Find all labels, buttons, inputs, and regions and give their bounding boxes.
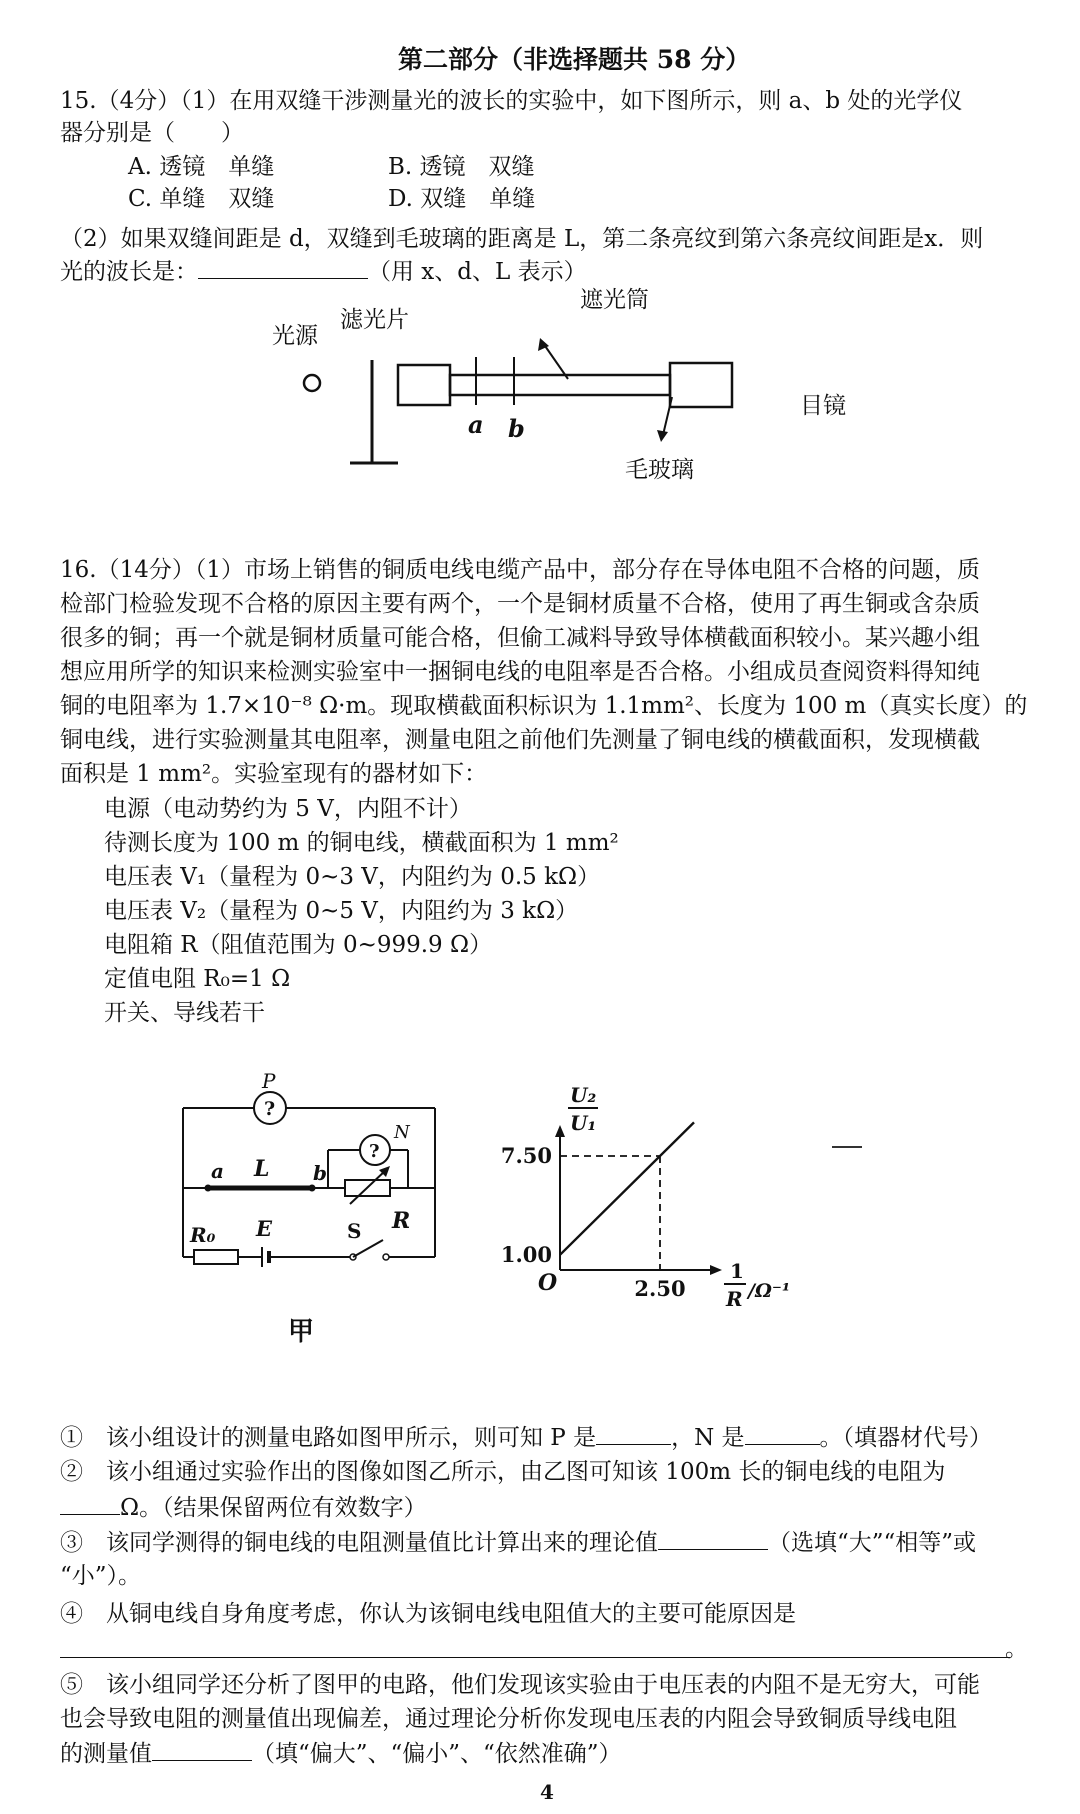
q16-sub4: ④ 从铜电线自身角度考虑，你认为该铜电线电阻值大的主要可能原因是: [60, 1601, 796, 1627]
q16-para-line: 铜的电阻率为 1.7×10⁻⁸ Ω·m。现取横截面积标识为 1.1mm²、长度为 100 m（真实长度）的: [60, 693, 1028, 719]
label-r: R: [392, 1208, 411, 1234]
q15-answer-blank[interactable]: [198, 254, 368, 279]
q15-line1: 15.（4分）（1）在用双缝干涉测量光的波长的实验中，如下图所示，则 a、b 处的光学仪: [60, 88, 963, 114]
node-a: [205, 1185, 212, 1192]
option-letter: B.: [388, 154, 413, 180]
equipment-item: 电阻箱 R（阻值范围为 0~999.9 Ω）: [104, 932, 493, 958]
eyepiece-box: [670, 363, 732, 407]
q16-sub5-line1: ⑤ 该小组同学还分析了图甲的电路，他们发现该实验由于电压表的内阻不是无穷大，可能: [60, 1672, 980, 1698]
light-source-icon: [304, 375, 320, 391]
answer-blank-resistance[interactable]: [60, 1490, 120, 1515]
q16-para-line: 检部门检验发现不合格的原因主要有两个，一个是铜材质量不合格，使用了再生铜或含杂质: [60, 591, 980, 617]
equipment-item: 待测长度为 100 m 的铜电线，横截面积为 1 mm²: [104, 830, 619, 856]
label-n: N: [394, 1122, 410, 1143]
y-label-denominator: U₁: [570, 1111, 597, 1135]
x-axis-arrow-icon: [710, 1265, 722, 1275]
arrow-head-icon: [657, 430, 668, 442]
label-b: b: [508, 414, 525, 443]
x-label-numerator: 1: [730, 1259, 744, 1283]
variable-arrow: [350, 1170, 386, 1204]
answer-blank-n[interactable]: [745, 1420, 820, 1445]
q16-sub1-text: ① 该小组设计的测量电路如图甲所示，则可知 P 是: [60, 1425, 597, 1451]
equipment-item: 电源（电动势约为 5 V，内阻不计）: [104, 796, 472, 822]
double-slit-diagram: [240, 285, 880, 495]
option-text: 单缝 双缝: [159, 186, 275, 212]
option-letter: D.: [388, 186, 413, 212]
q16-sub5-hint: （填“偏大”、“偏小”、“依然准确”）: [252, 1741, 622, 1767]
answer-blank-deviation[interactable]: [152, 1736, 252, 1761]
option-text: 透镜 单缝: [159, 154, 275, 180]
filter-label: 滤光片: [340, 307, 409, 333]
q16-sub4-end: 。: [1005, 1636, 1028, 1662]
option-text: 透镜 双缝: [419, 154, 535, 180]
q15-option-b: [388, 150, 535, 184]
q16-sub2-hint: Ω。（结果保留两位有效数字）: [120, 1495, 427, 1521]
meter-n-symbol: ?: [369, 1141, 380, 1162]
q16-para-line: 想应用所学的知识来检测实验室中一捆铜电线的电阻率是否合格。小组成员查阅资料得知纯: [60, 659, 980, 685]
q15-option-a: [128, 150, 274, 184]
q16-para-line: 16.（14分）（1）市场上销售的铜质电线电缆产品中，部分存在导体电阻不合格的问题，质: [60, 557, 980, 583]
y-label-numerator: U₂: [570, 1083, 597, 1107]
eyepiece-label: 目镜: [800, 393, 846, 419]
q16-sub3-text: ③ 该同学测得的铜电线的电阻测量值比计算出来的理论值: [60, 1530, 658, 1556]
label-a: a: [211, 1159, 224, 1183]
q15-part2-text: 光的波长是：: [60, 259, 198, 285]
answer-line-reason[interactable]: [60, 1657, 1010, 1658]
origin-label: O: [538, 1270, 558, 1296]
option-letter: A.: [128, 154, 152, 180]
equipment-item: 开关、导线若干: [104, 1000, 265, 1026]
label-e: E: [256, 1216, 273, 1241]
ground-glass-label: 毛玻璃: [625, 457, 694, 483]
q15-part2-line2: [60, 254, 587, 289]
label-l: L: [254, 1156, 270, 1182]
q15-option-d: [388, 182, 535, 216]
page-number: 4: [540, 1780, 554, 1804]
fixed-resistor-r0: [194, 1250, 238, 1264]
y-tick-7-50: 7.50: [500, 1143, 552, 1168]
q16-sub2-line2: [60, 1490, 427, 1525]
label-b: b: [313, 1161, 327, 1185]
section-title: 第二部分（非选择题共 58 分）: [398, 45, 751, 74]
equipment-item: 电压表 V₁（量程为 0~3 V，内阻约为 0.5 kΩ）: [104, 864, 601, 890]
q16-para-line: 很多的铜；再一个就是铜材质量可能合格，但偷工减料导致导体横截面积较小。某兴趣小组: [60, 625, 980, 651]
q16-sub1-hint: 。（填器材代号）: [819, 1425, 993, 1451]
q15-option-c: [128, 182, 274, 216]
light-source-label: 光源: [272, 323, 318, 349]
q16-sub5-text: 的测量值: [60, 1741, 152, 1767]
q16-sub1: [60, 1420, 992, 1455]
q15-part2-line1: （2）如果双缝间距是 d，双缝到毛玻璃的距离是 L，第二条亮纹到第六条亮纹间距是x．则: [60, 226, 984, 252]
q16-sub3-hint: （选填“大”“相等”或: [768, 1530, 977, 1556]
option-letter: C.: [128, 186, 153, 212]
y-tick-1-00: 1.00: [500, 1241, 552, 1267]
q15-part2-hint: （用 x、d、L 表示）: [368, 259, 587, 285]
q16-sub2-line1: ② 该小组通过实验作出的图像如图乙所示，由乙图可知该 100m 长的铜电线的电阻为: [60, 1459, 946, 1485]
q16-sub3-line2: “小”）。: [60, 1563, 142, 1589]
q16-sub3-line1: [60, 1525, 976, 1560]
q16-para-line: 铜电线，进行实验测量其电阻率，测量电阻之前他们先测量了铜电线的横截面积，发现横截: [60, 727, 980, 753]
label-r0: R₀: [190, 1223, 216, 1247]
answer-blank-compare[interactable]: [658, 1525, 768, 1550]
equipment-item: 定值电阻 R₀=1 Ω: [104, 966, 291, 992]
data-line: [560, 1122, 694, 1254]
q16-sub5-line3: [60, 1736, 622, 1771]
label-p: P: [262, 1070, 276, 1093]
x-unit: /Ω⁻¹: [748, 1280, 791, 1302]
meter-p-symbol: ?: [264, 1098, 276, 1120]
shield-tube-arrow: [543, 343, 568, 379]
lens-box: [398, 365, 450, 405]
answer-blank-p[interactable]: [596, 1420, 671, 1445]
shield-tube: [450, 375, 670, 395]
q16-sub5-line2: 也会导致电阻的测量值出现偏差，通过理论分析你发现电压表的内阻会导致铜质导线电阻: [60, 1706, 957, 1732]
ground-glass-arrow: [663, 397, 672, 435]
x-label-denominator: R: [726, 1287, 743, 1311]
equipment-item: 电压表 V₂（量程为 0~5 V，内阻约为 3 kΩ）: [104, 898, 579, 924]
circuit-caption: 甲: [288, 1317, 315, 1347]
q16-sub1-text2: ，N 是: [671, 1425, 745, 1451]
graph-u2u1-vs-1r: [490, 1075, 830, 1325]
stray-mark: [832, 1146, 862, 1148]
q15-line2: 器分别是（ ）: [60, 120, 244, 146]
label-a: a: [468, 410, 484, 439]
q16-para-line: 面积是 1 mm²。实验室现有的器材如下：: [60, 761, 488, 787]
circuit-diagram: [170, 1070, 470, 1350]
shield-tube-label: 遮光筒: [580, 287, 649, 313]
x-tick-2-50: 2.50: [634, 1276, 686, 1301]
switch-contact: [383, 1254, 389, 1260]
option-text: 双缝 单缝: [420, 186, 536, 212]
y-axis-arrow-icon: [555, 1125, 565, 1137]
label-s: S: [347, 1219, 362, 1243]
